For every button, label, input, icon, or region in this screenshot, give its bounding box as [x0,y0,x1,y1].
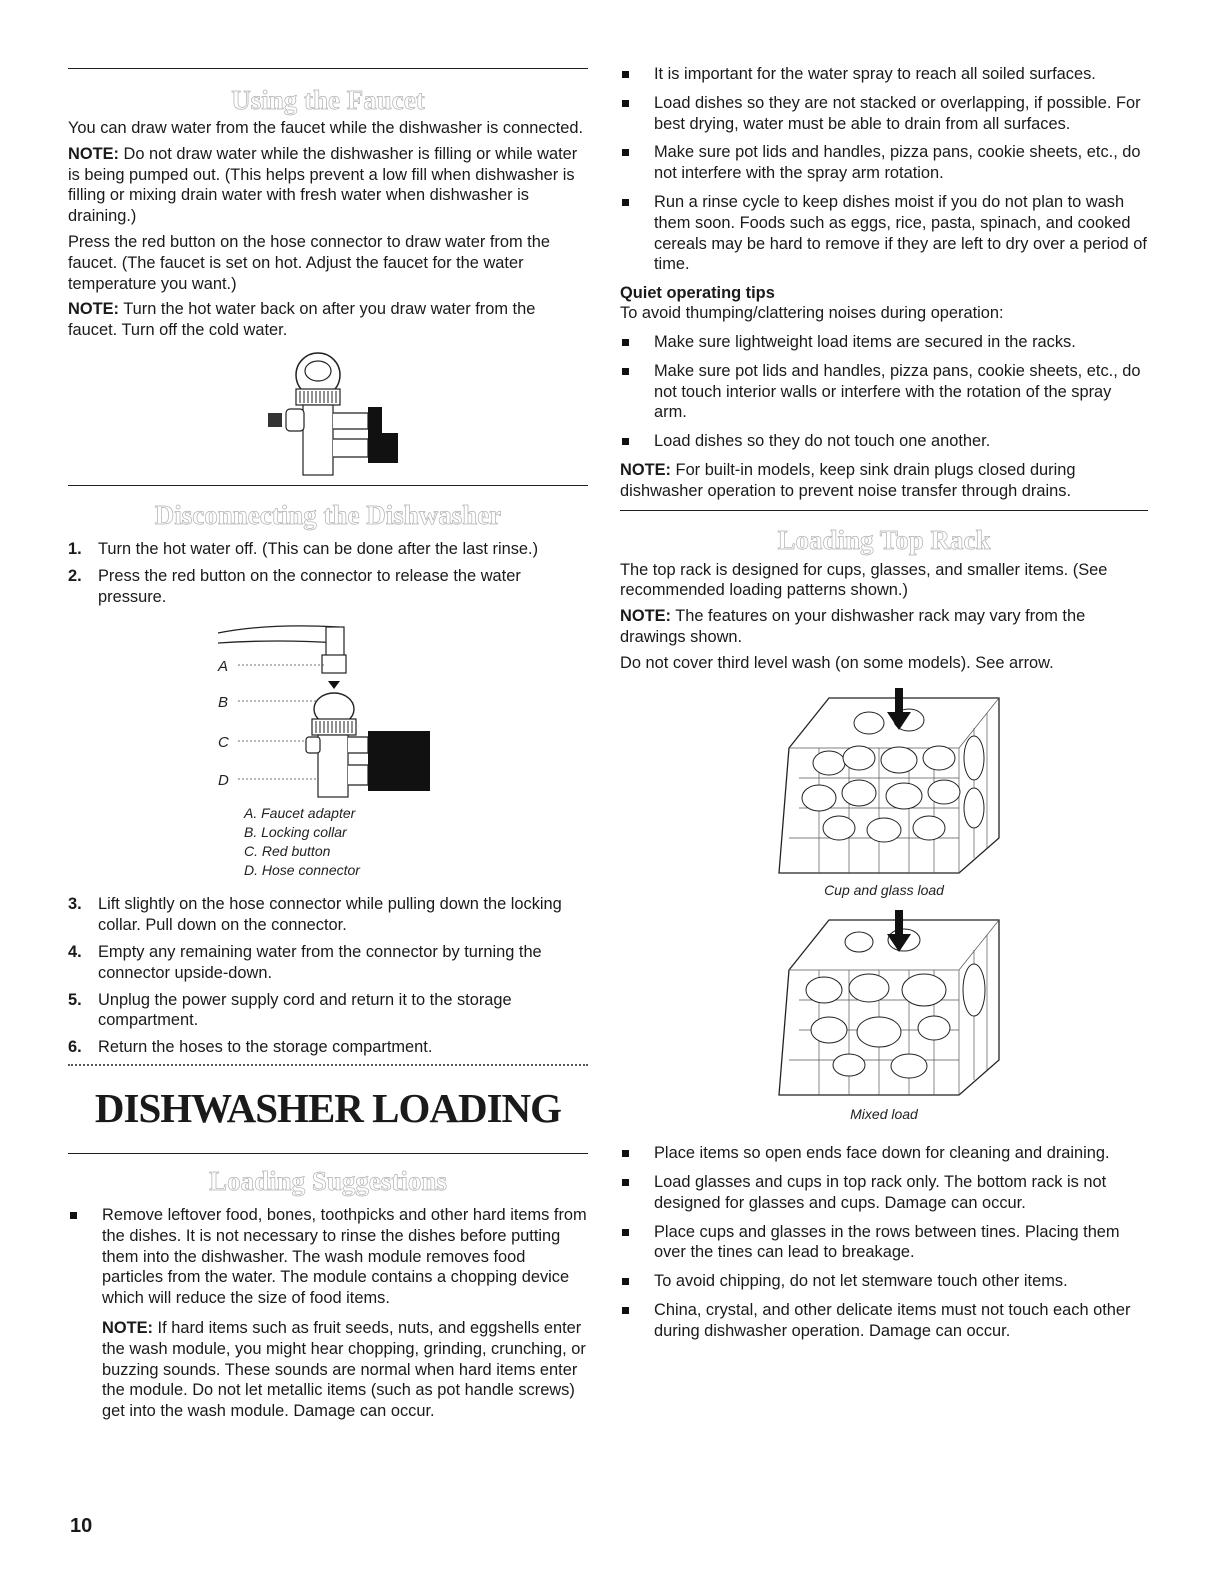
faucet-note-1 [68,144,588,227]
bullet-item: Load dishes so they do not touch one another. [620,431,1148,452]
cup-and-glass-rack-illustration [759,688,1009,876]
step [68,539,588,560]
section-rule [68,68,588,69]
legend-item: C. Red button [244,843,331,860]
figure-legend [244,804,588,880]
disconnect-steps-2 [68,894,588,1058]
note-label: NOTE: [68,144,119,163]
bullet-item: To avoid chipping, do not let stemware touch other items. [620,1271,1148,1292]
chapter-title: DISHWASHER LOADING [94,1084,562,1131]
bullet-item: Make sure pot lids and handles, pizza pans, cookie sheets, etc., do not touch interior walls or interfere with the rotation of the spray arm. [620,361,1148,423]
bullet-item: It is important for the water spray to reach all soiled surfaces. [620,64,1148,85]
loading-suggestions-list [68,1205,588,1422]
top-rack-tips-list [620,1143,1148,1341]
step-number: 3. [68,895,82,914]
disconnect-heading: Disconnecting the Dishwasher [154,499,502,530]
quiet-tips-heading: Quiet operating tips [620,284,775,303]
step-number: 6. [68,1038,82,1057]
callout-letter: B [218,694,229,712]
quiet-tips-list [620,332,1148,452]
note-label: NOTE: [620,607,671,626]
top-rack-warning: Do not cover third level wash (on some models). See arrow. [620,653,1054,672]
top-rack-intro: The top rack is designed for cups, glasses, and smaller items. (See recommended loading patterns shown.) [620,560,1108,600]
faucet-adapter-illustration [208,619,448,804]
bullet-text: Remove leftover food, bones, toothpicks and other hard items from the dishes. It is not necessary to rinse the dishes before putting them into the dishwasher. The wash module removes food particles from the water. The module contains a chopping device which will reduce the size of food items. [102,1205,587,1308]
step [68,990,588,1032]
step-text: Lift slightly on the hose connector while pulling down the locking collar. Pull down on the connector. [98,895,562,935]
faucet-heading: Using the Faucet [231,85,425,115]
note-text: For built-in models, keep sink drain plugs closed during dishwasher operation to prevent noise transfer through drains. [620,460,1076,500]
step [68,942,588,984]
faucet-intro: You can draw water from the faucet while the dishwasher is connected. [68,119,584,137]
step-number: 2. [68,566,82,585]
bullet-item: Run a rinse cycle to keep dishes moist if you do not plan to wash them soon. Foods such as eggs, rice, pasta, spinach, and cooked cereals may be hard to remove if they are left to dry over a period of time. [620,192,1148,275]
bullet-item: Load glasses and cups in top rack only. The bottom rack is not designed for glasses and cups. Damage can occur. [620,1172,1148,1214]
legend-item: A. Faucet adapter [244,805,356,822]
step-number: 1. [68,539,82,558]
bullet-item: Place cups and glasses in the rows between tines. Placing them over the tines can lead to breakage. [620,1222,1148,1264]
step-text: Return the hoses to the storage compartment. [98,1038,433,1057]
callout-letter: C [218,734,229,752]
faucet-note-2 [68,299,588,341]
step-number: 4. [68,942,82,961]
legend-item: D. Hose connector [244,862,360,879]
mixed-load-rack-illustration [759,910,1009,1098]
right-column [620,0,1148,1350]
note-text: Turn the hot water back on after you draw water from the faucet. Turn off the cold water. [68,300,536,340]
section-rule [68,1153,588,1154]
step-text: Empty any remaining water from the connector by turning the connector upside-down. [98,942,542,982]
loading-note [102,1318,588,1422]
top-rack-note [620,606,1148,648]
page-number: 10 [70,1515,93,1537]
figure-caption: Mixed load [850,1106,918,1123]
figure-caption: Cup and glass load [824,881,944,898]
note-text: The features on your dishwasher rack may vary from the drawings shown. [620,607,1086,646]
note-label: NOTE: [68,300,119,319]
section-rule [68,485,588,486]
step [68,894,588,936]
note-text: Do not draw water while the dishwasher is filling or while water is being pumped out. (This helps prevent a low fill when dishwasher is filling or mixing drain water with fresh water when dishwasher is draining.) [68,144,578,226]
hose-connector-illustration [248,347,408,477]
faucet-instructions: Press the red button on the hose connector to draw water from the faucet. (The faucet is set on hot. Adjust the faucet for the water temperature you want.) [68,232,550,293]
callout-letter: A [218,658,229,676]
bullet-item: Load dishes so they are not stacked or overlapping, if possible. For best drying, water must be able to drain from all surfaces. [620,93,1148,135]
callout-letter: D [218,772,229,790]
step [68,1037,588,1058]
loading-tips-list [620,64,1148,275]
disconnect-steps-1 [68,539,588,607]
bullet-item: Make sure pot lids and handles, pizza pans, cookie sheets, etc., do not interfere with the spray arm rotation. [620,142,1148,184]
step-text: Turn the hot water off. (This can be done after the last rinse.) [98,539,539,558]
quiet-tips-note [620,460,1148,502]
legend-item: B. Locking collar [244,824,347,841]
loading-suggestions-heading: Loading Suggestions [209,1165,447,1196]
quiet-tips-intro: To avoid thumping/clattering noises during operation: [620,304,1004,323]
section-rule [620,510,1148,511]
step-text: Unplug the power supply cord and return it to the storage compartment. [98,990,512,1030]
left-column [68,0,588,1430]
note-label: NOTE: [102,1318,153,1337]
note-text: If hard items such as fruit seeds, nuts, and eggshells enter the wash module, you might hear chopping, grinding, crunching, or buzzing sounds. These sounds are normal when hard items enter the module. Do not let metallic items (such as pot handle screws) get into the wash module. Damage can occur. [102,1318,586,1421]
bullet-item [68,1205,588,1422]
chapter-divider [68,1064,588,1066]
step-number: 5. [68,990,82,1009]
bullet-item: Make sure lightweight load items are secured in the racks. [620,332,1148,353]
step-text: Press the red button on the connector to release the water pressure. [98,566,521,606]
top-rack-heading: Loading Top Rack [777,524,991,555]
note-label: NOTE: [620,460,671,479]
step [68,566,588,608]
bullet-item: Place items so open ends face down for cleaning and draining. [620,1143,1148,1164]
bullet-item: China, crystal, and other delicate items must not touch each other during dishwasher operation. Damage can occur. [620,1300,1148,1342]
